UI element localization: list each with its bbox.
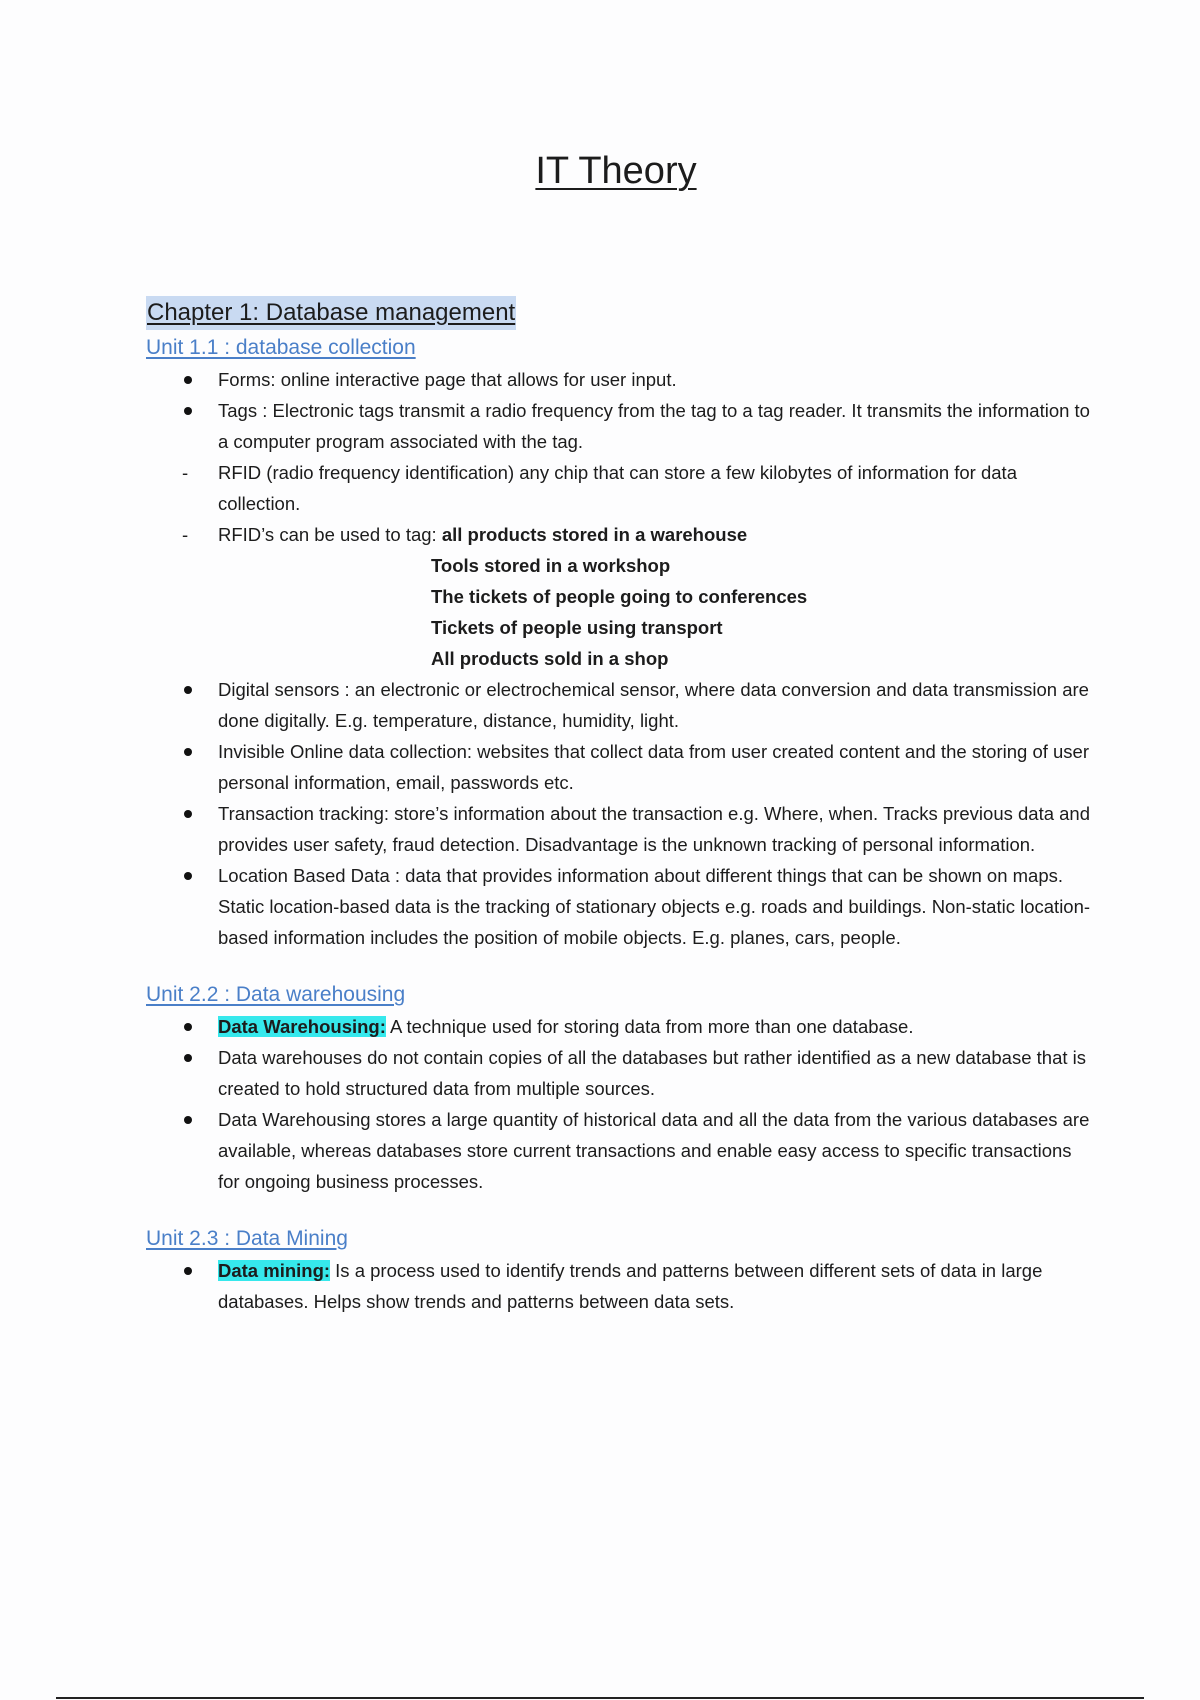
chapter-heading: Chapter 1: Database management [146, 296, 516, 330]
rfid-use-2: Tools stored in a workshop [431, 555, 671, 576]
digital-sensors-item: Digital sensors : an electronic or electrochemical sensor, where data conversion and data transmission are done digitally. E.g. temperature, distance, humidity, light. [146, 674, 1096, 736]
unit-2-3-heading: Unit 2.3 : Data Mining [146, 1227, 348, 1250]
data-warehousing-definition: A technique used for storing data from more than one database. [385, 1016, 914, 1037]
rfid-uses-list [431, 550, 1096, 674]
rfid-use-1: all products stored in a warehouse [441, 524, 748, 545]
transaction-tracking-item: Transaction tracking: store’s information about the transaction e.g. Where, when. Tracks previous data and provides user safety, fraud detection. Disadvantage is the unknown tracking of personal information. [146, 798, 1096, 860]
rfid-definition: - RFID (radio frequency identification) any chip that can store a few kilobytes of information for data collection. [146, 457, 1096, 519]
unit-2-2-list [146, 1011, 1096, 1197]
unit-1-1-list [146, 364, 1096, 953]
document-title: IT Theory [535, 150, 697, 192]
data-mining-item [146, 1255, 1096, 1317]
unit-2-2-heading: Unit 2.2 : Data warehousing [146, 983, 406, 1006]
data-mining-definition: Is a process used to identify trends and patterns between different sets of data in large databases. Helps show trends and patterns between data sets. [218, 1260, 1043, 1312]
footer-divider [56, 1697, 1144, 1699]
warehouse-point-3: Data Warehousing stores a large quantity of historical data and all the data from the various databases are available, whereas databases store current transactions and enable easy access to specific transactions for ongoing business processes. [146, 1104, 1096, 1197]
data-mining-term: Data mining: [218, 1260, 331, 1281]
unit-2-3-list [146, 1255, 1096, 1317]
rfid-use-5: All products sold in a shop [431, 648, 669, 669]
rfid-uses-item [146, 519, 1096, 550]
warehouse-point-2: Data warehouses do not contain copies of all the databases but rather identified as a new database that is created to hold structured data from multiple sources. [146, 1042, 1096, 1104]
rfid-sublist [146, 457, 1096, 550]
invisible-data-item: Invisible Online data collection: websites that collect data from user created content and the storing of user personal information, email, passwords etc. [146, 736, 1096, 798]
rfid-uses-prefix: RFID’s can be used to tag: [218, 524, 442, 545]
forms-item: Forms: online interactive page that allows for user input. [146, 364, 1096, 395]
data-warehousing-item [146, 1011, 1096, 1042]
rfid-use-4: Tickets of people using transport [431, 617, 723, 638]
unit-1-1-heading: Unit 1.1 : database collection [146, 336, 416, 359]
tags-text: Tags : Electronic tags transmit a radio frequency from the tag to a tag reader. It transmits the information to a computer program associated with the tag. [218, 400, 1090, 452]
data-warehousing-term: Data Warehousing: [218, 1016, 386, 1037]
location-data-item: Location Based Data : data that provides information about different things that can be shown on maps. Static location-based data is the tracking of stationary objects e.g. roads and buildings. Non-static location-based information includes the position of mobile objects. E.g. planes, cars, people. [146, 860, 1096, 953]
document-body [146, 296, 1096, 1317]
rfid-use-3: The tickets of people going to conferences [431, 586, 808, 607]
tags-item [146, 395, 1096, 674]
